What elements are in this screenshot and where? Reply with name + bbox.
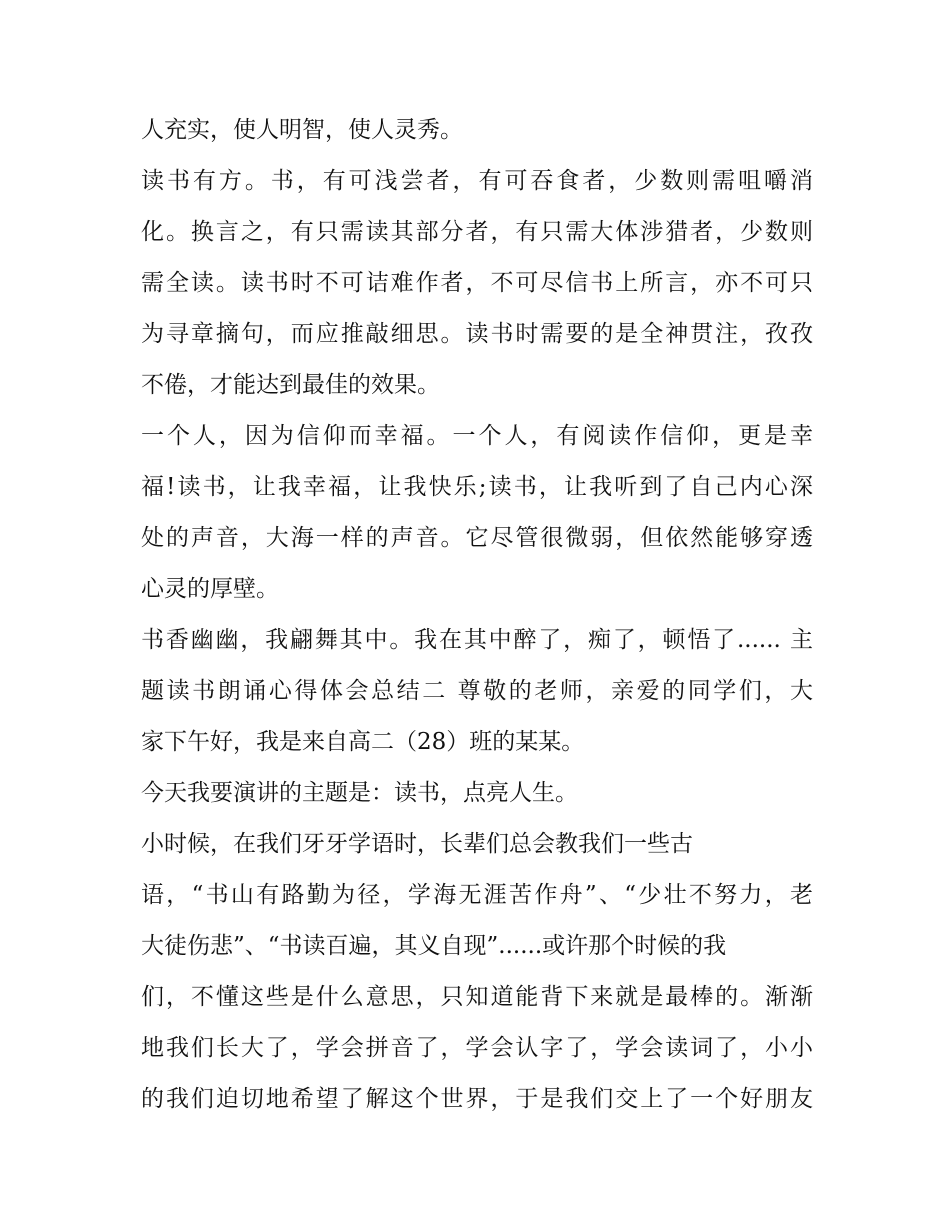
text-line: 福!读书，让我幸福，让我快乐;读书，让我听到了自己内心深 xyxy=(141,474,813,500)
text-line: 们，不懂这些是什么意思，只知道能背下来就是最棒的。渐渐 xyxy=(141,984,813,1010)
text-line: 家下午好，我是来自高二（28）班的某某。 xyxy=(141,729,585,755)
text-line: 小时候，在我们牙牙学语时，长辈们总会教我们一些古 xyxy=(141,831,693,857)
text-line: 需全读。读书时不可诘难作者，不可尽信书上所言，亦不可只 xyxy=(141,270,813,296)
text-line: 心灵的厚壁。 xyxy=(141,576,279,602)
text-line: 今天我要演讲的主题是：读书，点亮人生。 xyxy=(141,780,578,806)
text-line: 语，“书山有路勤为径，学海无涯苦作舟”、“少壮不努力，老 xyxy=(141,882,813,908)
text-line: 大徒伤悲”、“书读百遍，其义自现”......或许那个时候的我 xyxy=(141,933,727,959)
text-line: 一个人，因为信仰而幸福。一个人，有阅读作信仰，更是幸 xyxy=(141,423,813,449)
document-body xyxy=(141,105,813,1125)
text-line: 题读书朗诵心得体会总结二 尊敬的老师，亲爱的同学们，大 xyxy=(141,678,813,704)
text-line: 不倦，才能达到最佳的效果。 xyxy=(141,372,440,398)
text-line: 读书有方。书，有可浅尝者，有可吞食者，少数则需咀嚼消 xyxy=(141,168,813,194)
text-line: 处的声音，大海一样的声音。它尽管很微弱，但依然能够穿透 xyxy=(141,525,813,551)
text-line: 为寻章摘句，而应推敲细思。读书时需要的是全神贯注，孜孜 xyxy=(141,321,813,347)
text-line: 的我们迫切地希望了解这个世界，于是我们交上了一个好朋友 xyxy=(141,1086,813,1112)
text-line: 化。换言之，有只需读其部分者，有只需大体涉猎者，少数则 xyxy=(141,219,813,245)
text-line: 书香幽幽，我翩舞其中。我在其中醉了，痴了，顿悟了...... 主 xyxy=(141,627,813,653)
text-line: 地我们长大了，学会拼音了，学会认字了，学会读词了，小小 xyxy=(141,1035,813,1061)
text-line: 人充实，使人明智，使人灵秀。 xyxy=(141,117,463,143)
